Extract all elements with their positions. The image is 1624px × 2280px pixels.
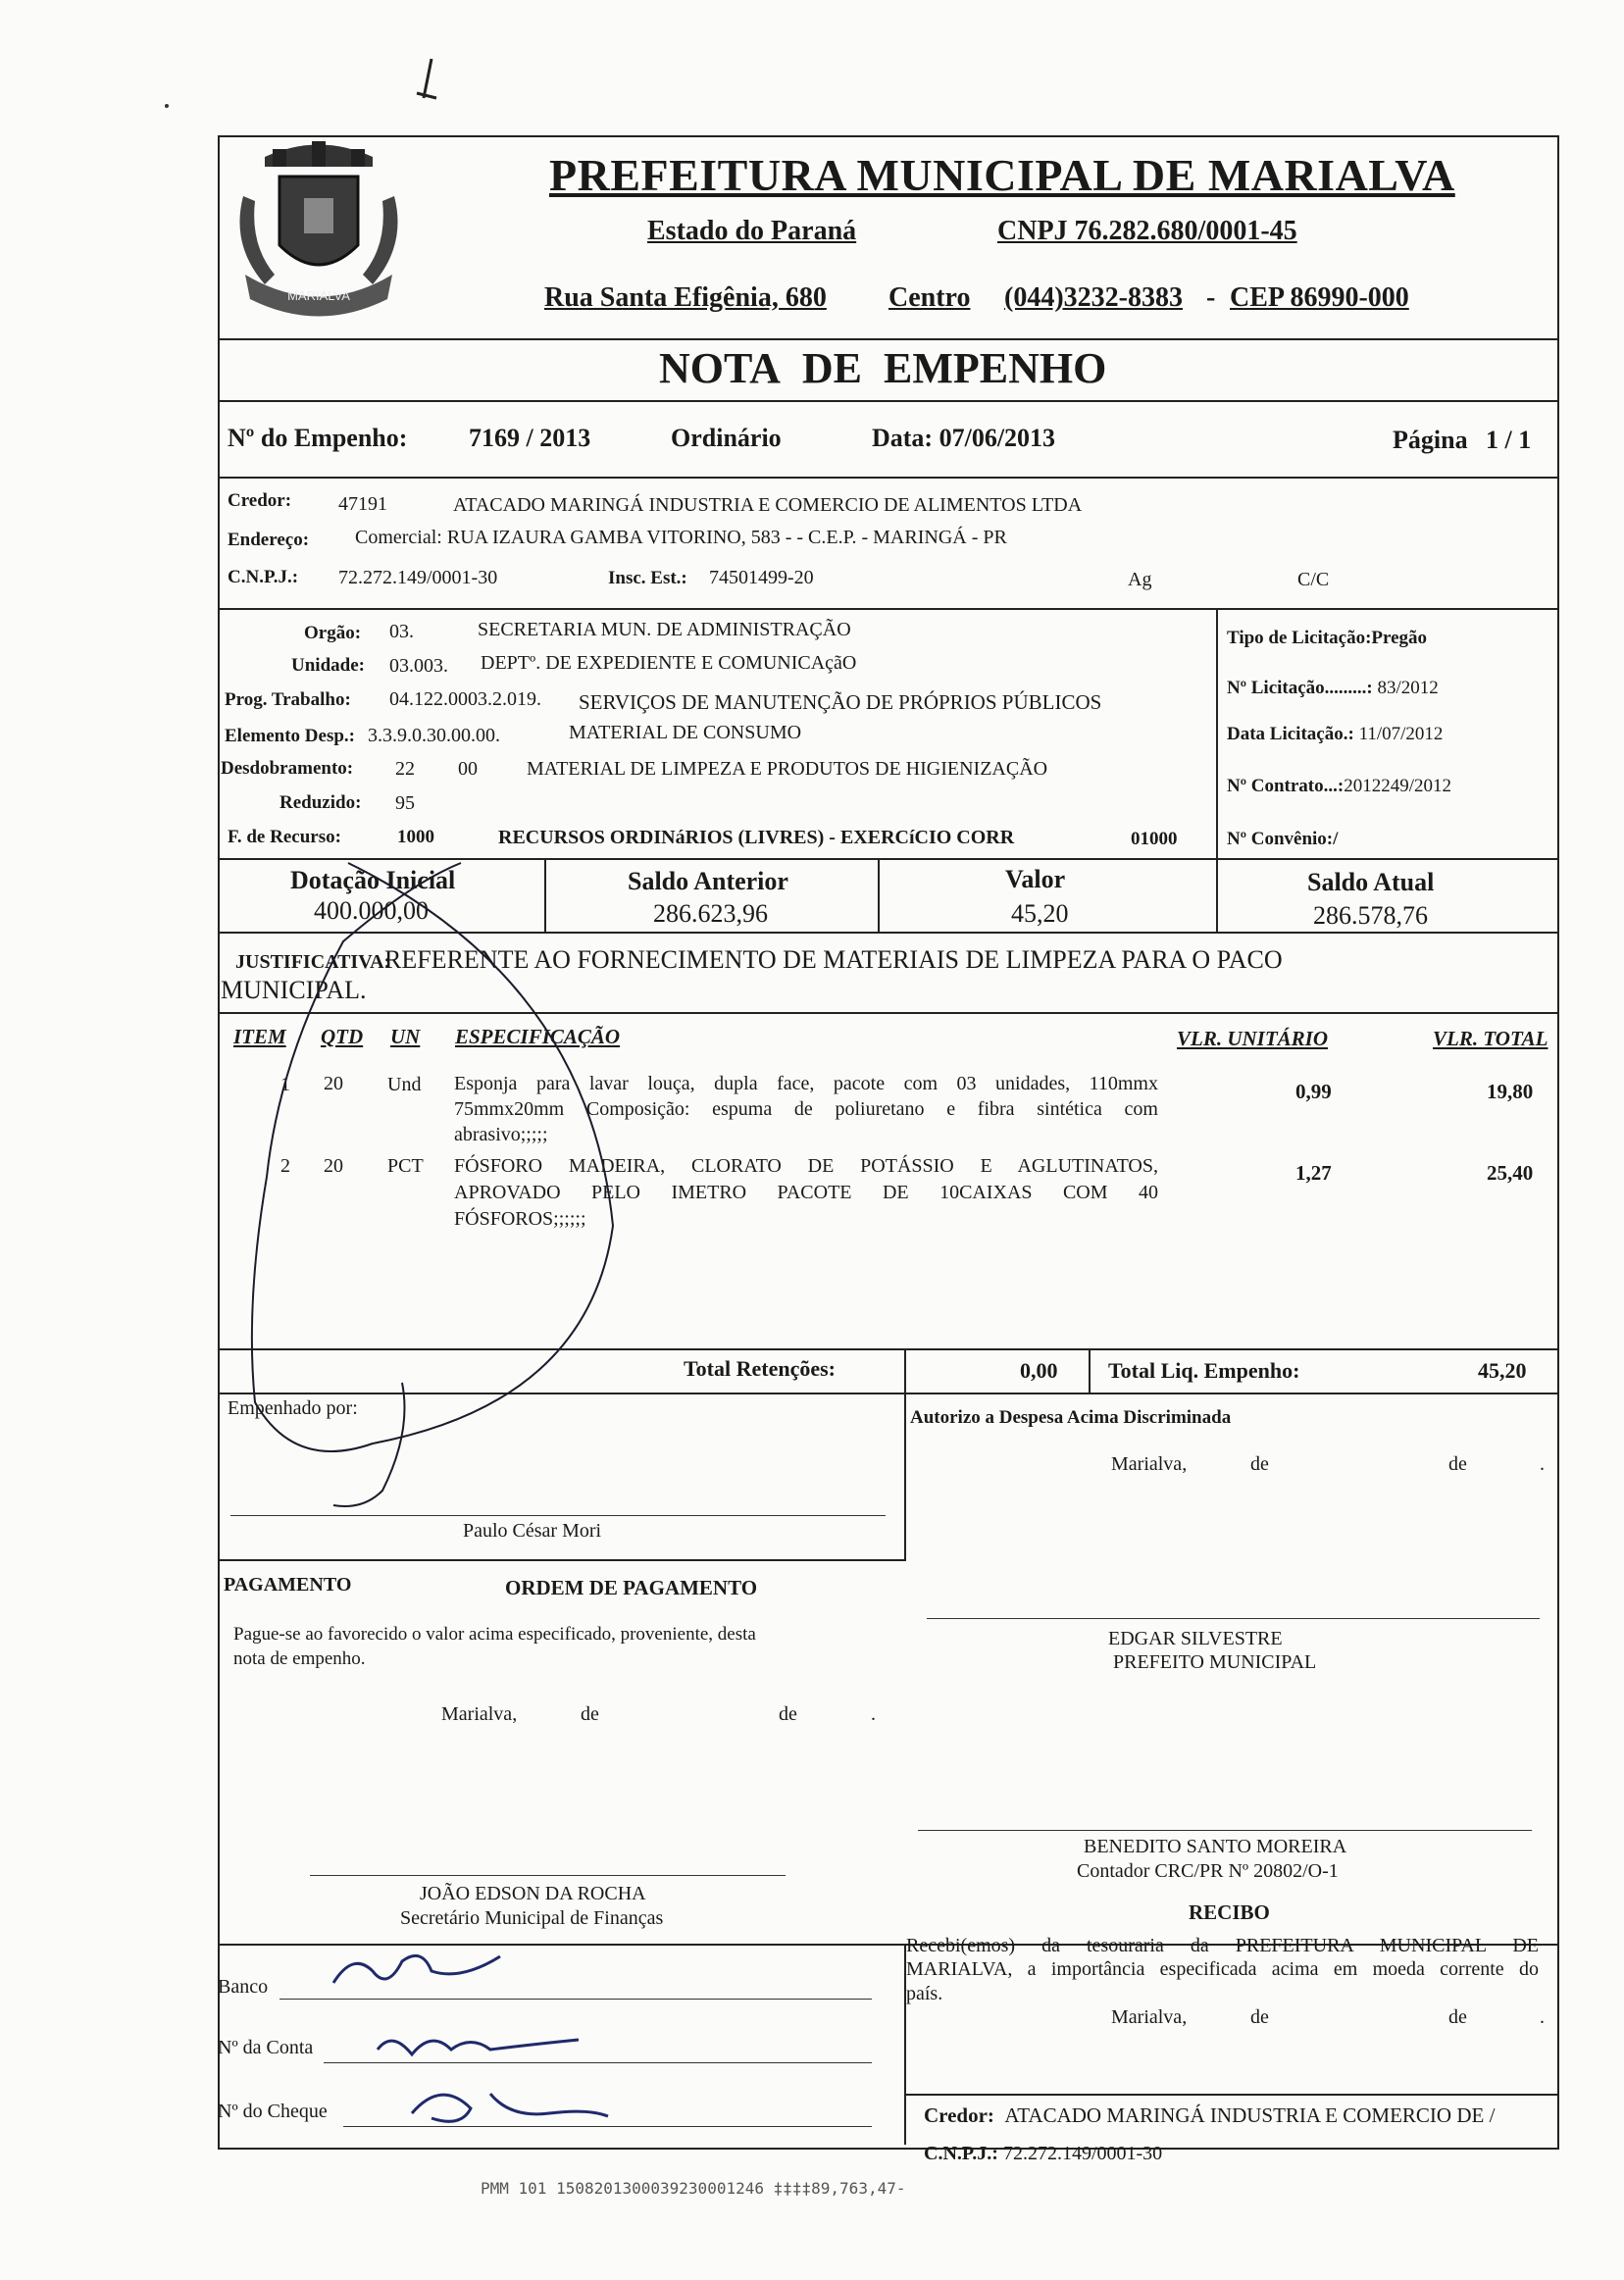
pagamento-de-1: de: [581, 1703, 599, 1725]
data-licitacao-label: Data Licitação.:: [1227, 724, 1354, 744]
credor-label: Credor:: [228, 490, 292, 511]
page-number: 1 / 1: [1486, 426, 1532, 454]
fonte-code: 1000: [397, 827, 434, 847]
saldo-atual-value: 286.578,76: [1313, 901, 1428, 930]
saldo-anterior-value: 286.623,96: [653, 899, 768, 928]
col-un: UN: [390, 1025, 421, 1048]
cheque-label: Nº do Cheque: [218, 2101, 328, 2122]
orgao-code: 03.: [389, 621, 414, 642]
pagamento-text-2: nota de empenho.: [233, 1648, 366, 1669]
col-spec: ESPECIFICAÇÃO: [455, 1025, 621, 1048]
insc-est-label: Insc. Est.:: [608, 568, 687, 588]
desdobramento-label: Desdobramento:: [221, 758, 354, 779]
justificativa-text-2: MUNICIPAL.: [221, 976, 367, 1004]
elemento-label: Elemento Desp.:: [225, 726, 355, 746]
convenio: Nº Convênio:/: [1227, 829, 1339, 849]
autorizo-de-1: de: [1250, 1453, 1269, 1475]
empenhado-label: Empenhado por:: [228, 1397, 358, 1419]
item-qtd: 20: [324, 1073, 343, 1094]
elemento-name: MATERIAL DE CONSUMO: [569, 722, 802, 743]
desdobramento-code: 22: [395, 758, 415, 780]
item-unit-value: 1,27: [1295, 1161, 1332, 1185]
empenho-number: 7169 / 2013: [469, 424, 591, 452]
contrato-value: 2012249/2012: [1344, 776, 1451, 796]
justificativa-text-1: REFERENTE AO FORNECIMENTO DE MATERIAIS DE LIMPEZA PARA O PACO: [384, 945, 1283, 974]
doc-title-word1: NOTA: [659, 344, 781, 392]
item-total-value: 19,80: [1487, 1080, 1534, 1103]
item-qtd: 20: [324, 1155, 343, 1177]
header-cnpj: CNPJ 76.282.680/0001-45: [997, 216, 1297, 246]
contador-name: BENEDITO SANTO MOREIRA: [1084, 1836, 1347, 1857]
item-number: 1: [280, 1074, 290, 1095]
dotacao-value: 400.000,00: [314, 896, 429, 925]
numero-licitacao-label: Nº Licitação.........:: [1227, 678, 1373, 698]
recibo-dot: .: [1540, 2006, 1545, 2028]
conta-label: Nº da Conta: [218, 2037, 314, 2058]
pagamento-label: PAGAMENTO: [224, 1574, 352, 1596]
item-number: 2: [280, 1155, 290, 1177]
secretario-name: JOÃO EDSON DA ROCHA: [420, 1883, 646, 1904]
credor-footer-name: ATACADO MARINGÁ INDUSTRIA E COMERCIO DE /: [1004, 2103, 1496, 2127]
unidade-label: Unidade:: [291, 655, 365, 676]
col-total-value: VLR. TOTAL: [1433, 1027, 1548, 1050]
endereco-label: Endereço:: [228, 530, 310, 550]
total-liquido-value: 45,20: [1478, 1358, 1527, 1383]
empenho-type: Ordinário: [671, 424, 782, 452]
valor-value: 45,20: [1011, 899, 1069, 928]
conta-signature: [378, 2040, 579, 2054]
col-qtd: QTD: [321, 1025, 364, 1048]
doc-title-word3: EMPENHO: [883, 344, 1107, 392]
prog-trabalho-label: Prog. Trabalho:: [225, 689, 351, 710]
item-total-value: 25,40: [1487, 1161, 1534, 1185]
prog-trabalho-code: 04.122.0003.2.019.: [389, 688, 541, 710]
elemento-code: 3.3.9.0.30.00.00.: [368, 725, 500, 746]
total-retencoes-label: Total Retenções:: [684, 1356, 836, 1381]
header-street: Rua Santa Efigênia, 680: [544, 282, 827, 313]
valor-label: Valor: [1005, 865, 1066, 893]
credor-address: Comercial: RUA IZAURA GAMBA VITORINO, 583 - - C.E.P. - MARINGÁ - PR: [355, 527, 1007, 548]
justificativa-label: JUSTIFICATIVA:: [235, 951, 391, 973]
state-name: Estado do Paraná: [647, 216, 857, 246]
credor-cnpj: 72.272.149/0001-30: [338, 567, 498, 588]
autorizo-city: Marialva,: [1111, 1453, 1188, 1475]
item-spec-line: Esponja para lavar louça, dupla face, pacote com 03 unidades, 110mmx: [454, 1073, 1158, 1094]
autorizo-de-2: de: [1448, 1453, 1467, 1475]
data-licitacao-value: 11/07/2012: [1358, 724, 1444, 744]
dotacao-label: Dotação Inicial: [290, 866, 456, 894]
item-spec-line: APROVADO PELO IMETRO PACOTE DE 10CAIXAS COM 40: [454, 1182, 1158, 1203]
autorizo-dot: .: [1540, 1453, 1545, 1475]
pagamento-city: Marialva,: [441, 1703, 518, 1725]
recibo-text-3: país.: [906, 1983, 943, 2004]
banco-label: Banco: [218, 1976, 269, 1998]
ordem-pagamento-label: ORDEM DE PAGAMENTO: [505, 1576, 758, 1599]
credor-code: 47191: [338, 493, 387, 515]
credor-footer-cnpj-value: 72.272.149/0001-30: [1002, 2143, 1163, 2164]
pagamento-dot: .: [871, 1703, 876, 1725]
doc-title-word2: DE: [801, 344, 862, 392]
pagamento-text-1: Pague-se ao favorecido o valor acima especificado, proveniente, desta: [233, 1624, 756, 1645]
orgao-name: SECRETARIA MUN. DE ADMINISTRAÇÃO: [478, 619, 851, 640]
fonte-sub: 01000: [1131, 829, 1178, 849]
orgao-label: Orgão:: [304, 623, 362, 643]
conta-corrente-label: C/C: [1297, 569, 1330, 590]
credor-cnpj-label: C.N.P.J.:: [228, 567, 299, 587]
circle-mark: [252, 863, 613, 1451]
recibo-city: Marialva,: [1111, 2006, 1188, 2028]
recibo-de-2: de: [1448, 2006, 1467, 2028]
desdobramento-name: MATERIAL DE LIMPEZA E PRODUTOS DE HIGIENIZAÇÃO: [527, 758, 1048, 780]
prefeito-name: EDGAR SILVESTRE: [1108, 1628, 1283, 1649]
header-cep: CEP 86990-000: [1230, 282, 1409, 313]
reduzido-label: Reduzido:: [279, 792, 362, 813]
credor-name: ATACADO MARINGÁ INDUSTRIA E COMERCIO DE ALIMENTOS LTDA: [453, 494, 1083, 516]
barcode-text: PMM 101 1508201300039230001246 ‡‡‡‡89,763,47-: [481, 2179, 906, 2198]
item-unit-value: 0,99: [1295, 1080, 1332, 1103]
credor-footer-label: Credor:: [924, 2103, 994, 2127]
recibo-label: RECIBO: [1189, 1900, 1270, 1924]
unidade-name: DEPTº. DE EXPEDIENTE E COMUNICAçãO: [481, 652, 857, 674]
recibo-de-1: de: [1250, 2006, 1269, 2028]
item-spec-line: FÓSFOROS;;;;;;: [454, 1208, 586, 1230]
empenho-date: Data: 07/06/2013: [872, 424, 1056, 452]
prefeito-role: PREFEITO MUNICIPAL: [1113, 1651, 1317, 1673]
item-un: PCT: [387, 1155, 424, 1177]
prog-trabalho-name: SERVIÇOS DE MANUTENÇÃO DE PRÓPRIOS PÚBLICOS: [579, 690, 1102, 714]
header-dash: -: [1206, 282, 1216, 313]
desdobramento-sub: 00: [458, 758, 478, 780]
item-spec-line: abrasivo;;;;;: [454, 1124, 548, 1145]
item-un: Und: [387, 1074, 422, 1095]
banco-signature: [333, 1955, 500, 1983]
tipo-licitacao: Tipo de Licitação:Pregão: [1227, 628, 1428, 648]
total-retencoes-value: 0,00: [1020, 1358, 1058, 1383]
empenhado-name: Paulo César Mori: [463, 1520, 602, 1542]
col-item: ITEM: [233, 1025, 286, 1048]
col-unit-value: VLR. UNITÁRIO: [1177, 1027, 1329, 1050]
reduzido-value: 95: [395, 792, 415, 814]
fonte-label: F. de Recurso:: [228, 827, 341, 847]
contrato-label: Nº Contrato...:: [1227, 776, 1345, 796]
pagamento-de-2: de: [779, 1703, 797, 1725]
agencia-label: Ag: [1128, 569, 1152, 590]
recibo-text-1: Recebi(emos) da tesouraria da PREFEITURA MUNICIPAL DE: [906, 1935, 1539, 1956]
recibo-text-2: MARIALVA, a importância especificada acima em moeda corrente do: [906, 1958, 1539, 1980]
empenho-label: Nº do Empenho:: [228, 424, 408, 452]
fonte-name: RECURSOS ORDINáRIOS (LIVRES) - EXERCíCIO CORR: [498, 827, 1015, 848]
credor-footer-cnpj-label: C.N.P.J.:: [924, 2143, 998, 2164]
cheque-signature: [412, 2094, 608, 2121]
header-phone: (044)3232-8383: [1004, 282, 1183, 313]
page-title: PREFEITURA MUNICIPAL DE MARIALVA: [549, 150, 1455, 200]
crest-text: MARIALVA: [287, 288, 350, 303]
total-liquido-label: Total Liq. Empenho:: [1108, 1358, 1300, 1383]
autorizo-label: Autorizo a Despesa Acima Discriminada: [910, 1407, 1232, 1428]
page-label: Página: [1393, 426, 1468, 454]
saldo-atual-label: Saldo Atual: [1307, 868, 1435, 896]
item-spec-line: 75mmx20mm Composição: espuma de poliuretano e fibra sintética com: [454, 1098, 1158, 1120]
secretario-role: Secretário Municipal de Finanças: [400, 1907, 664, 1929]
numero-licitacao-value: 83/2012: [1377, 678, 1439, 698]
unidade-code: 03.003.: [389, 655, 448, 677]
header-district: Centro: [888, 282, 971, 313]
item-spec-line: FÓSFORO MADEIRA, CLORATO DE POTÁSSIO E AGLUTINATOS,: [454, 1155, 1158, 1177]
saldo-anterior-label: Saldo Anterior: [628, 867, 788, 895]
insc-est: 74501499-20: [709, 567, 814, 588]
contador-role: Contador CRC/PR Nº 20802/O-1: [1077, 1860, 1339, 1882]
